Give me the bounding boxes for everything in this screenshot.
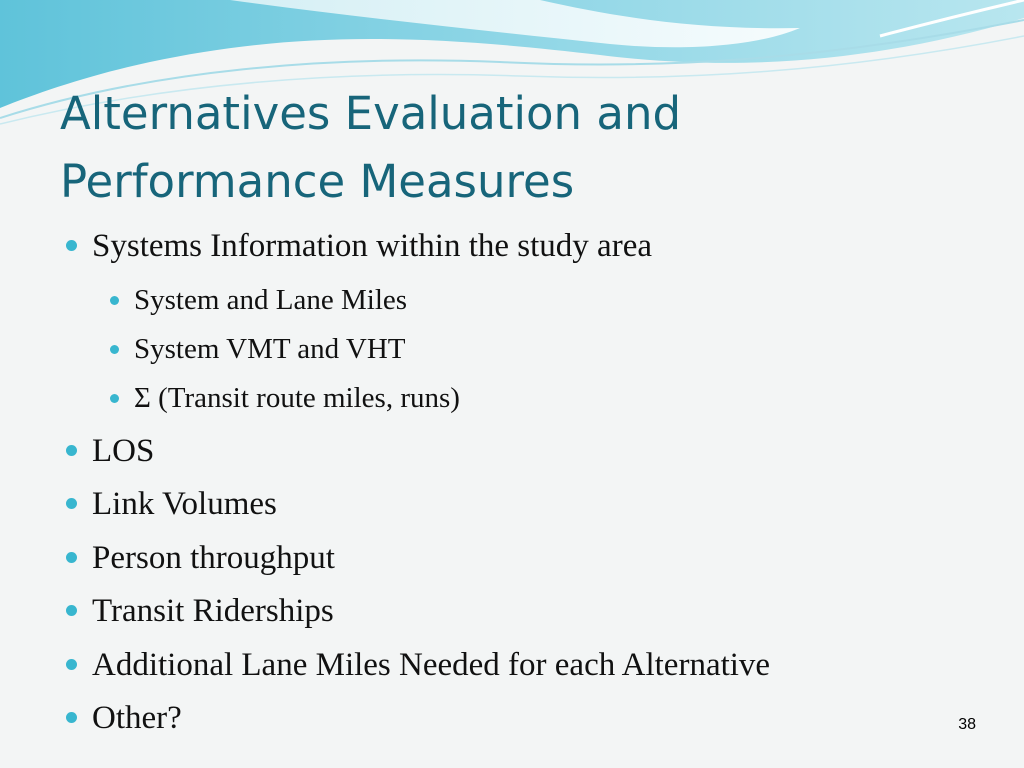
bullet-list: [62, 222, 1002, 748]
bullet-dot-icon: [110, 296, 119, 305]
bullet-dot-icon: [66, 240, 77, 251]
bullet-item: [62, 641, 1002, 695]
bullet-item: [62, 534, 1002, 588]
bullet-dot-icon: [66, 498, 77, 509]
bullet-dot-icon: [66, 712, 77, 723]
slide-title: [60, 80, 681, 216]
bullet-item: [62, 694, 1002, 748]
sub-bullet-item: [62, 276, 1002, 325]
title-line-1: Alternatives Evaluation and: [60, 87, 682, 140]
bullet-text: Systems Information within the study area: [92, 228, 652, 264]
sub-bullet-text: Σ (Transit route miles, runs): [134, 381, 460, 414]
bullet-text: Additional Lane Miles Needed for each Alternative: [92, 646, 771, 683]
bullet-dot-icon: [110, 394, 119, 403]
bullet-text: Other?: [92, 700, 182, 736]
bullet-item: [62, 480, 1002, 534]
bullet-dot-icon: [66, 445, 77, 456]
bullet-dot-icon: [110, 345, 119, 354]
bullet-dot-icon: [66, 659, 77, 670]
bullet-item: [62, 222, 1002, 276]
bullet-dot-icon: [66, 605, 77, 616]
sub-bullet-item: [62, 325, 1002, 374]
page-number: 38: [958, 716, 976, 733]
sub-bullet-text: System VMT and VHT: [134, 332, 406, 365]
sub-bullet-text: System and Lane Miles: [134, 283, 408, 316]
bullet-text: Link Volumes: [92, 486, 277, 522]
bullet-text: Person throughput: [92, 539, 335, 576]
bullet-text: LOS: [92, 432, 155, 469]
sub-bullet-item: [62, 374, 1002, 423]
bullet-item: [62, 427, 1002, 481]
bullet-item: [62, 587, 1002, 641]
bullet-text: Transit Riderships: [92, 593, 334, 629]
bullet-dot-icon: [66, 552, 77, 563]
title-line-2: Performance Measures: [60, 155, 575, 208]
